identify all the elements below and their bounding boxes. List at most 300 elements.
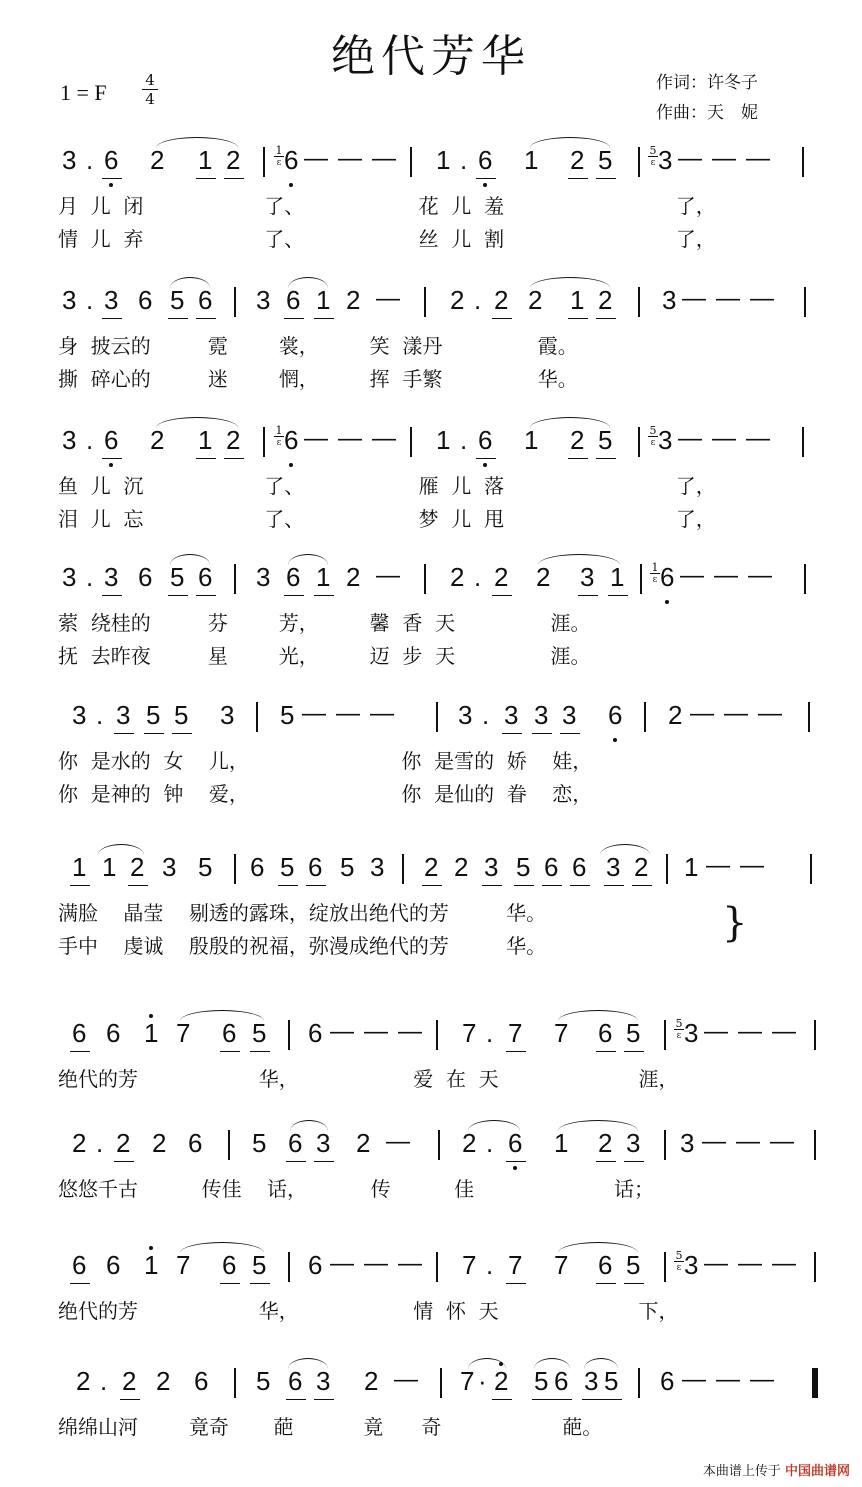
note: 3 [584,1366,599,1396]
note: . [100,1366,108,1396]
note: 3 [658,425,673,455]
barline [256,702,258,732]
note: 6 [288,1366,303,1396]
note: 3 [484,852,499,882]
note: 6 [138,562,153,592]
note: . [482,700,490,730]
barline [814,1130,816,1160]
sustain-dashes: ——— [682,1366,784,1393]
barline [402,854,404,884]
slur [290,1120,328,1131]
note: 6 [104,145,119,175]
lyric-line: 鱼 儿 沉 了、 雁 儿 落 了， [58,474,716,498]
note: 2 [346,562,361,592]
slur [156,137,238,148]
note: 5 [170,285,185,315]
barline [228,1130,230,1160]
barline [234,1368,236,1398]
note: 6 [308,852,323,882]
underline-beam [506,1161,526,1162]
underline-beam [560,733,580,734]
footer-text: 本曲谱上传于 [702,1464,781,1479]
sustain-dashes: ——— [304,145,406,172]
underline-beam [128,885,148,886]
note: 3 [104,285,119,315]
underline-beam [482,885,502,886]
lyric-line: 手中 虔诚 殷殷的祝福，弥漫成绝代的芳 华。 [58,934,547,958]
barline [802,427,804,457]
sustain-dashes: ——— [690,700,792,727]
note: 5 [598,425,613,455]
grace-time-mark: ɛ [652,575,658,585]
low-octave-dot [289,183,293,187]
slur [558,1242,638,1253]
lyric-line: 泪 儿 忘 了、 梦 儿 甩 了， [58,507,716,531]
time-signature [142,72,158,107]
note: 6 [286,285,301,315]
grace-note: 5 [675,1249,683,1262]
underline-beam [506,1051,526,1052]
underline-beam [582,1399,602,1400]
note: 6 [544,852,559,882]
underline-beam [220,1283,240,1284]
underline-beam [568,178,588,179]
slur [558,1120,638,1131]
lyric-line: 满脸 晶莹 剔透的露珠，绽放出绝代的芳 华。 [58,901,547,925]
lyric-line: 月 儿 闭 了、 花 儿 羞 了， [58,194,716,218]
barline [436,1020,438,1050]
low-octave-dot [109,463,113,467]
lyric-line: 绝代的芳 华， 爱 在 天 涯， [58,1067,679,1091]
note: 5 [170,562,185,592]
note: 5 [174,700,189,730]
note: 3 [458,700,473,730]
underline-beam [284,318,304,319]
underline-beam [220,1051,240,1052]
note: 2 [76,1366,91,1396]
underline-beam [102,178,122,179]
note: 6 [598,1250,613,1280]
barline [436,702,438,732]
sustain-dashes: ——— [704,1018,806,1045]
underline-beam [502,733,522,734]
underline-beam [314,595,334,596]
note: 3 [626,1128,641,1158]
barline [804,564,806,594]
note: 1 [436,145,451,175]
note: . [86,145,94,175]
note: 7 [462,1250,477,1280]
note: 6 [660,562,675,592]
footer [703,1460,850,1479]
notation-line [58,1250,818,1290]
note: 3 [162,852,177,882]
site-logo: 中国曲谱网 [784,1464,850,1479]
note: 1 [524,425,539,455]
grace-time-mark: ɛ [276,158,282,168]
slur [534,1358,570,1369]
underline-beam [632,885,652,886]
underline-beam [196,458,216,459]
barline [288,1020,290,1050]
sustain-dashes: — [376,562,410,589]
note: 6 [72,1250,87,1280]
note: 6 [194,1366,209,1396]
underline-beam [542,885,562,886]
underline-beam [604,885,624,886]
note: 2 [598,1128,613,1158]
note: 2 [364,1366,379,1396]
low-octave-dot [483,463,487,467]
note: 2 [150,425,165,455]
note: 6 [106,1018,121,1048]
low-octave-dot [109,183,113,187]
note: 2 [668,700,683,730]
low-octave-dot [483,183,487,187]
note: 2 [528,285,543,315]
underline-beam [476,178,496,179]
final-barline [812,1368,818,1398]
barline [440,1368,442,1398]
lyric-line: 萦 绕桂的 芬 芳， 馨 香 天 涯。 [58,611,591,635]
note: 5 [626,1250,641,1280]
note: 2 [356,1128,371,1158]
notation-line [58,562,818,602]
note: 7 [508,1018,523,1048]
note: 3 [104,562,119,592]
credits [656,68,758,128]
underline-beam [102,458,122,459]
underline-beam [314,318,334,319]
underline-beam [286,1161,306,1162]
note: 7 [176,1018,191,1048]
underline-beam [196,178,216,179]
note: . [474,285,482,315]
note: . [86,425,94,455]
barline [234,564,236,594]
note: 6 [554,1366,569,1396]
barline [644,702,646,732]
barline [410,147,412,177]
note: 7 [554,1018,569,1048]
note: 1 [316,285,331,315]
note: 1 [684,852,699,882]
barline [810,854,812,884]
grace-time-mark: ɛ [650,158,656,168]
note: 3 [562,700,577,730]
slur [156,417,238,428]
underline-beam [250,1283,270,1284]
underline-beam [102,595,122,596]
grace-note: 5 [649,424,657,437]
note: 3 [606,852,621,882]
lyric-line: 你 是神的 钟 爱， 你 是仙的 眷 恋， [58,782,593,806]
meter-bottom: 4 [145,90,155,108]
note: 6 [284,425,299,455]
note: 3 [256,562,271,592]
note: 2 [454,852,469,882]
note: 6 [572,852,587,882]
barline [664,1252,666,1282]
note: 7 [554,1250,569,1280]
note: . [86,562,94,592]
note: 2 [346,285,361,315]
note: 6 [104,425,119,455]
slur [170,554,210,565]
underline-beam [196,318,216,319]
note: 5 [256,1366,271,1396]
underline-beam [596,458,616,459]
underline-beam [532,1399,552,1400]
underline-beam [422,885,442,886]
underline-beam [314,1161,334,1162]
underline-beam [624,1161,644,1162]
note: 3 [62,145,77,175]
underline-beam [492,595,512,596]
underline-beam [314,1399,334,1400]
song-title: 绝代芳华 [331,31,531,82]
underline-beam [596,1161,616,1162]
note: 2 [424,852,439,882]
note: 6 [138,285,153,315]
underline-beam [570,885,590,886]
note: 3 [684,1018,699,1048]
sustain-dashes: ——— [680,562,782,589]
note: 2 [122,1366,137,1396]
note: . [486,1250,494,1280]
note: 2 [450,562,465,592]
underline-beam [120,1399,140,1400]
barline [638,287,640,317]
barline [814,1020,816,1050]
grace-note: 5 [649,144,657,157]
grace-time-mark: ɛ [676,1031,682,1041]
note: 1 [570,285,585,315]
barline [234,854,236,884]
underline-beam [70,885,90,886]
barline [638,147,640,177]
note: 6 [308,1018,323,1048]
barline [263,427,265,457]
sustain-dashes: ——— [330,1250,432,1277]
barline [410,427,412,457]
slur [170,277,210,288]
note: 6 [198,562,213,592]
grace-time-mark: ɛ [676,1263,682,1273]
note: 3 [62,285,77,315]
note: 2 [226,145,241,175]
underline-beam [114,733,134,734]
note: 2 [156,1366,171,1396]
underline-beam [578,595,598,596]
slur [530,417,610,428]
underline-beam [224,458,244,459]
note: 3 [370,852,385,882]
note: 5 [252,1250,267,1280]
notation-line [58,425,818,465]
slur [538,554,620,565]
note: · [478,1366,487,1396]
note: 6 [198,285,213,315]
barline [802,147,804,177]
underline-beam [568,458,588,459]
slur [468,1358,506,1369]
slur [558,1010,638,1021]
note: 1 [198,145,213,175]
barline [234,287,236,317]
note: 5 [280,852,295,882]
slur [288,277,328,288]
lyric-line: 绵绵山河 竟奇 葩 竟 奇 葩。 [58,1415,603,1439]
note: 2 [150,145,165,175]
barline [288,1252,290,1282]
note: 6 [222,1250,237,1280]
underline-beam [552,1399,572,1400]
note: 6 [308,1250,323,1280]
note: 2 [130,852,145,882]
note: 5 [252,1018,267,1048]
note: 1 [144,1250,159,1280]
note: 6 [288,1128,303,1158]
slur [530,277,610,288]
sustain-dashes: ——— [678,145,780,172]
slur [288,1358,328,1369]
barline [814,1252,816,1282]
notation-line [58,852,818,892]
barline [263,147,265,177]
note: 6 [250,852,265,882]
note: 1 [524,145,539,175]
note: 5 [340,852,355,882]
grace-note: 1 [275,424,283,437]
underline-beam [596,318,616,319]
note: 6 [608,700,623,730]
underline-beam [284,595,304,596]
note: 5 [626,1018,641,1048]
note: 1 [144,1018,159,1048]
note: 2 [598,285,613,315]
underline-beam [250,1051,270,1052]
underline-beam [286,1399,306,1400]
note: 5 [598,145,613,175]
underline-beam [506,1283,526,1284]
note: 6 [222,1018,237,1048]
note: 2 [494,562,509,592]
underline-beam [168,595,188,596]
note: 3 [72,700,87,730]
note: 2 [226,425,241,455]
underline-beam [492,1399,512,1400]
barline [664,1020,666,1050]
grace-time-mark: ɛ [650,438,656,448]
underline-beam [70,1051,90,1052]
composer: 作曲：天 妮 [656,103,758,123]
lyric-line: 抚 去昨夜 星 光， 迈 步 天 涯。 [58,644,591,668]
note: 1 [316,562,331,592]
note: 3 [662,285,677,315]
note: . [96,700,104,730]
underline-beam [306,885,326,886]
note: 1 [436,425,451,455]
high-octave-dot [149,1014,153,1018]
sustain-dashes: ——— [704,1250,806,1277]
note: 2 [570,145,585,175]
underline-beam [596,178,616,179]
note: 1 [610,562,625,592]
lyric-line: 悠悠千古 传佳 话， 传 佳 话； [58,1177,655,1201]
sustain-dashes: ——— [678,425,780,452]
grace-note: 5 [675,1017,683,1030]
underline-beam [172,733,192,734]
note: 1 [554,1128,569,1158]
underline-beam [278,885,298,886]
lyricist: 作词：许冬子 [656,73,758,93]
note: 7 [462,1018,477,1048]
underline-beam [624,1051,644,1052]
note: . [486,1128,494,1158]
note: 3 [504,700,519,730]
sustain-dashes: —— [706,852,774,879]
underline-beam [144,733,164,734]
barline [804,287,806,317]
sustain-dashes: ——— [682,285,784,312]
note: 5 [280,700,295,730]
note: 2 [536,562,551,592]
grace-note: 1 [275,144,283,157]
note: 2 [450,285,465,315]
note: 2 [494,285,509,315]
note: 6 [508,1128,523,1158]
underline-beam [568,318,588,319]
note: 6 [598,1018,613,1048]
barline [808,702,810,732]
note: . [474,562,482,592]
notation-line [58,1018,818,1058]
slur [180,1242,264,1253]
sustain-dashes: — [376,285,410,312]
slur [468,1120,520,1131]
underline-beam [70,1283,90,1284]
barline [424,564,426,594]
underline-beam [624,1283,644,1284]
note: 6 [478,145,493,175]
note: 3 [580,562,595,592]
slur [584,1358,618,1369]
note: 5 [198,852,213,882]
note: 6 [284,145,299,175]
note: 6 [478,425,493,455]
barline [424,287,426,317]
slur [600,844,650,855]
note: 2 [634,852,649,882]
sustain-dashes: ——— [302,700,404,727]
notation-line [58,700,818,740]
note: 6 [106,1250,121,1280]
slur [98,844,144,855]
underline-beam [196,595,216,596]
note: 3 [62,425,77,455]
slur [530,137,610,148]
lyric-line: 情 儿 弃 了、 丝 儿 割 了， [58,227,716,251]
verse-brace: } [722,900,748,946]
note: 6 [188,1128,203,1158]
notation-line [58,1366,818,1406]
note: 3 [684,1250,699,1280]
lyric-line: 绝代的芳 华， 情 怀 天 下， [58,1299,679,1323]
underline-beam [476,458,496,459]
note: . [460,145,468,175]
underline-beam [608,595,628,596]
